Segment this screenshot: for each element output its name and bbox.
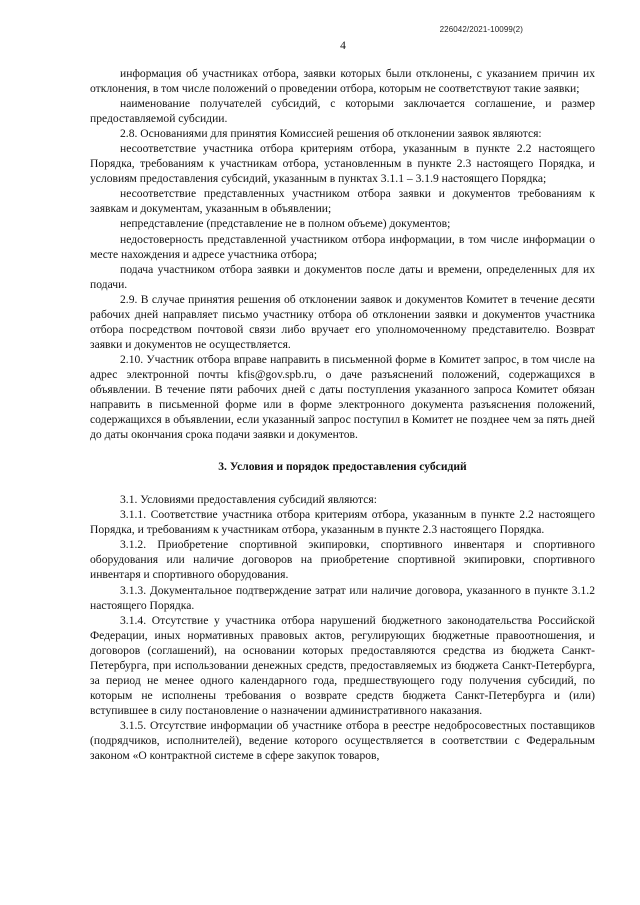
document-id: 226042/2021-10099(2) [439, 25, 523, 34]
section-paragraph: 3.1.2. Приобретение спортивной экипировки, спортивного инвентаря и спортивного оборудования или наличие договоров на приобретение спортивной экипировки, спортивного инвентаря и спортивного оборудования. [90, 538, 595, 582]
paragraph: 2.10. Участник отбора вправе направить в письменной форме в Комитет запрос, в том числе на адрес электронной почты kfis@gov.spb.ru, о даче разъяснений положений, содержащихся в объявлении. В течение пяти рабочих дней с даты поступления указанного запроса Комитет обязан направить в письменной форме или в форме электронного документа разъяснения положений, содержащихся в объявлении, если указанный запрос поступил в Комитет не позднее чем за пять дней до даты окончания срока подачи заявки и документов. [90, 352, 595, 442]
paragraph: несоответствие участника отбора критериям отбора, указанным в пункте 2.2 настоящего Порядка, требованиям к участникам отбора, установленным в пункте 2.3 настоящего Порядка, и условиям предоставления субсидий, указанным в пунктах 3.1.1 – 3.1.9 настоящего Порядка; [90, 142, 595, 186]
paragraph: наименование получателей субсидий, с которыми заключается соглашение, и размер предоставляемой субсидии. [90, 97, 595, 126]
page-number: 4 [340, 40, 346, 52]
section-paragraph: 3.1.5. Отсутствие информации об участнике отбора в реестре недобросовестных поставщиков (подрядчиков, исполнителей), ведение которого осуществляется в соответствии с Федеральным законом «О контрактной системе в сфере закупок товаров, [90, 718, 595, 763]
section-paragraph: 3.1.4. Отсутствие у участника отбора нарушений бюджетного законодательства Российской Федерации, иных нормативных правовых актов, регулирующих бюджетные правоотношения, и договоров (соглашений), на основании которых предоставляются средства из бюджета Санкт-Петербурга, при использовании денежных средств, предоставляемых из бюджета Санкт-Петербурга, за период не менее одного календарного года, предшествующего году получения субсидий, по которым не исполнены требования о возврате средств бюджета Санкт-Петербурга и (или) вступившее в силу постановление о назначении административного наказания. [90, 613, 595, 717]
section-paragraph: 3.1.3. Документальное подтверждение затрат или наличие договора, указанного в пункте 3.1.2 настоящего Порядка. [90, 583, 595, 612]
paragraph: несоответствие представленных участником отбора заявки и документов требованиям к заявкам и документам, указанным в объявлении; [90, 187, 595, 216]
paragraph: 2.8. Основаниями для принятия Комиссией решения об отклонении заявок являются: [120, 127, 542, 141]
paragraph: недостоверность представленной участником отбора информации, в том числе информации о месте нахождения и адресе участника отбора; [90, 232, 595, 261]
paragraph: информация об участниках отбора, заявки которых были отклонены, с указанием причин их отклонения, в том числе положений о проведении отбора, которым не соответствуют такие заявки; [90, 67, 595, 96]
section-paragraph: 3.1. Условиями предоставления субсидий являются: [120, 493, 377, 507]
section-paragraph: 3.1.1. Соответствие участника отбора критериям отбора, указанным в пункте 2.2 настоящего Порядка, и требованиям к участникам отбора, указанным в пункте 2.3 настоящего Порядка. [90, 508, 595, 537]
document-body [90, 66, 595, 763]
paragraph: 2.9. В случае принятия решения об отклонении заявок и документов Комитет в течение десяти рабочих дней направляет письмо участнику отбора об отклонении заявки и документов участника отбора посредством почтовой связи либо вручает его уполномоченному представителю. Возврат заявки и документов не осуществляется. [90, 292, 595, 351]
paragraph: подача участником отбора заявки и документов после даты и времени, определенных для их подачи. [90, 262, 595, 291]
paragraph: непредставление (представление не в полном объеме) документов; [120, 217, 451, 231]
section-title: 3. Условия и порядок предоставления субсидий [218, 460, 467, 474]
